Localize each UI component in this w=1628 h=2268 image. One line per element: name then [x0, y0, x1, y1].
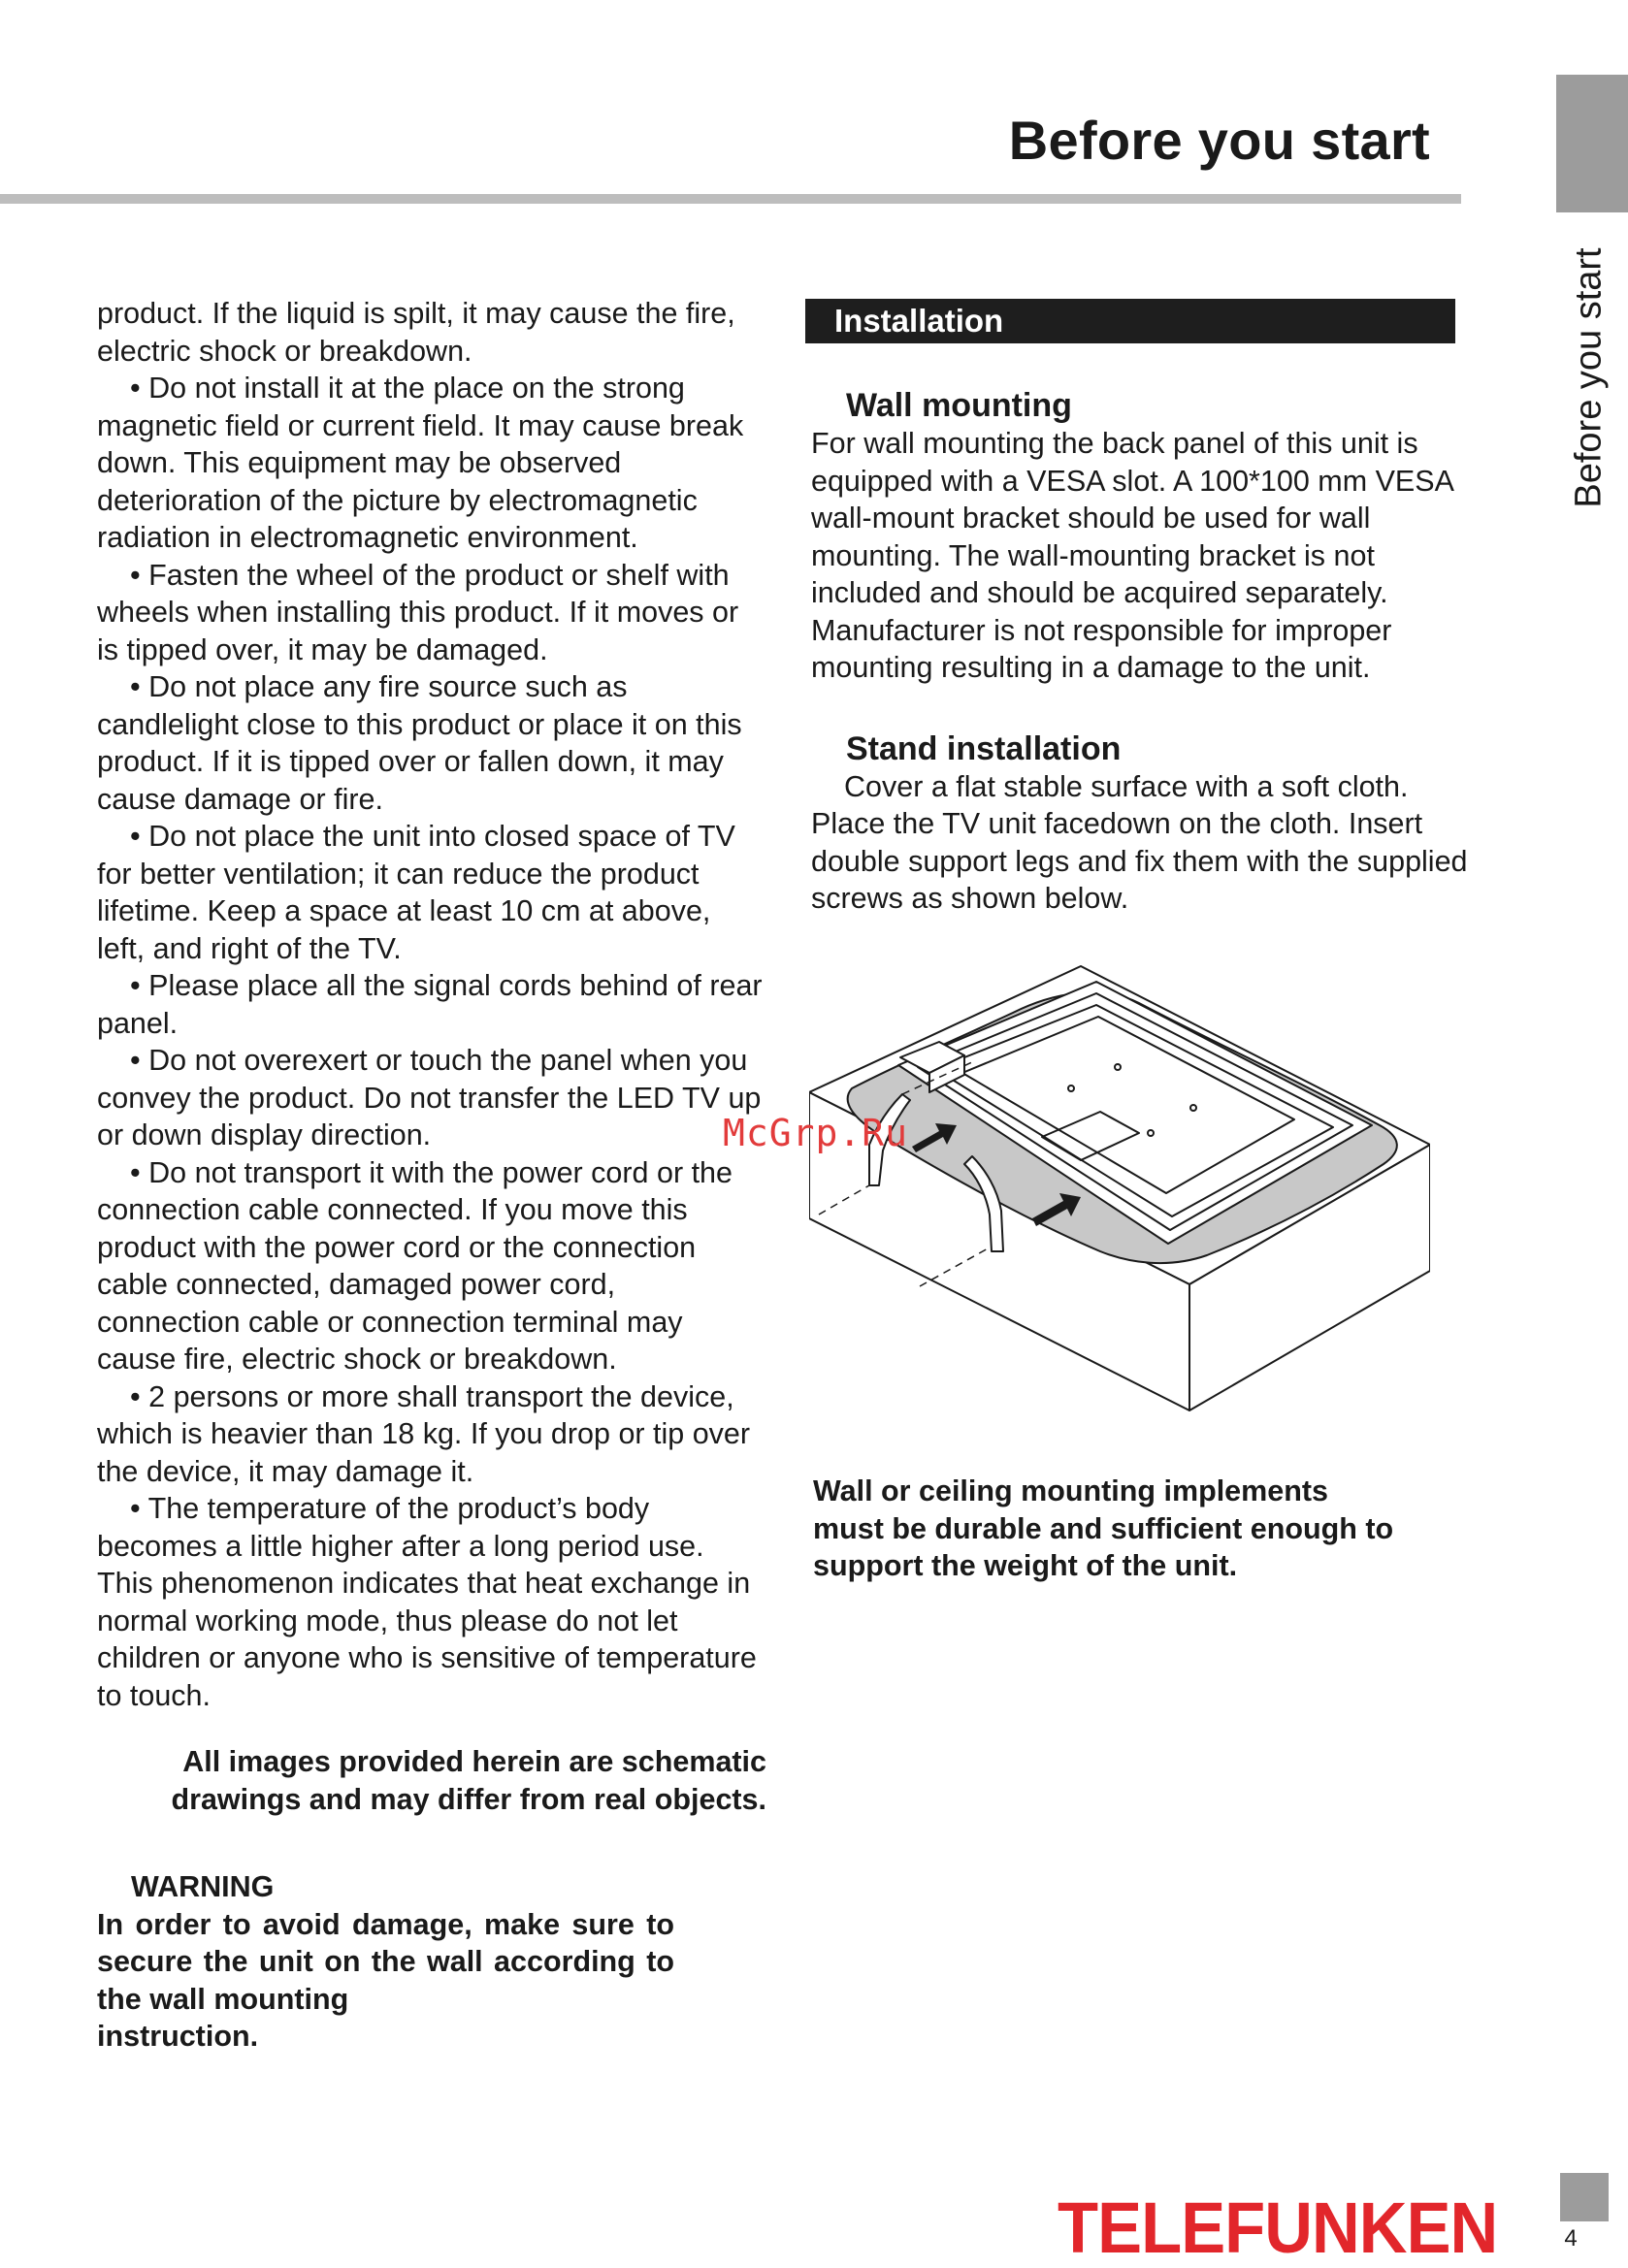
right-column	[811, 299, 1481, 918]
page-title: Before you start	[1008, 110, 1430, 171]
side-tab-label	[1541, 237, 1628, 518]
warning-body-last: instruction.	[97, 2020, 259, 2053]
schematic-note-line1: All images provided herein are schematic	[182, 1745, 766, 1778]
bullet-transport-cords: • Do not transport it with the power cord or the connection cable connected. If you move this product with the power cord or the connection cable connected, damaged power cord, connection cable or connection terminal may cause fire, electric shock or breakdown.	[97, 1155, 733, 1376]
bullet-signal-cords: • Please place all the signal cords behind of rear panel.	[97, 969, 763, 1040]
stand-installation-text: Cover a flat stable surface with a soft cloth. Place the TV unit facedown on the cloth. Insert double support legs and fix them with the supplied screws as shown below.	[811, 769, 1468, 915]
side-tab-marker	[1556, 75, 1628, 212]
intro-paragraph: product. If the liquid is spilt, it may cause the fire, electric shock or breakdown.	[97, 297, 735, 368]
mounting-note-line1: Wall or ceiling mounting implements	[813, 1474, 1328, 1507]
page-number-box	[1560, 2173, 1609, 2221]
page-number: 4	[1564, 2225, 1578, 2252]
side-tab-text: Before you start	[1568, 246, 1610, 508]
warning-body: In order to avoid damage, make sure to secure the unit on the wall according to the wall mounting	[97, 1907, 674, 2016]
mounting-note-line3: support the weight of the unit.	[813, 1549, 1238, 1582]
section-bar-installation: Installation	[805, 299, 1455, 343]
schematic-note-line2: drawings and may differ from real objects.	[171, 1782, 766, 1816]
warning-title: WARNING	[131, 1870, 275, 1903]
mounting-implements-note	[813, 1473, 1473, 1585]
bullet-wheels: • Fasten the wheel of the product or shelf with wheels when installing this product. If it moves or is tipped over, it may be damaged.	[97, 558, 739, 666]
bullet-ventilation: • Do not place the unit into closed space of TV for better ventilation; it can reduce the product lifetime. Keep a space at least 10 cm at above, left, and right of the TV.	[97, 820, 735, 965]
bullet-fire-source: • Do not place any fire source such as candlelight close to this product or place it on this product. If it is tipped over or fallen down, it may cause damage or fire.	[97, 670, 742, 816]
bullet-temperature: • The temperature of the product’s body becomes a little higher after a long period use. This phenomenon indicates that heat exchange in normal working mode, thus please do not let children or anyone who is sensitive of temperature to touch.	[97, 1492, 757, 1712]
mounting-note-line2: must be durable and sufficient enough to	[813, 1511, 1394, 1545]
wall-mounting-text: For wall mounting the back panel of this unit is equipped with a VESA slot. A 100*100 mm VESA wall-mount bracket should be used for wall mounting. The wall-mounting bracket is not included and should be acquired separately. Manufacturer is not responsible for improper mounting resulting in a damage to the unit.	[811, 427, 1453, 684]
bullet-panel-touch: • Do not overexert or touch the panel when you convey the product. Do not transfer the LED TV up or down display direction.	[97, 1044, 762, 1151]
bullet-magnetic-field: • Do not install it at the place on the strong magnetic field or current field. It may cause break down. This equipment may be observed deterioration of the picture by electromagnetic radiation in electromagnetic environment.	[97, 372, 744, 554]
header-rule	[0, 194, 1461, 204]
wall-mounting-heading: Wall mounting	[846, 387, 1072, 424]
left-column	[97, 295, 766, 2056]
stand-installation-diagram	[809, 960, 1430, 1416]
watermark-text: McGrp.Ru	[723, 1112, 909, 1154]
bullet-two-persons: • 2 persons or more shall transport the device, which is heavier than 18 kg. If you drop or tip over the device, it may damage it.	[97, 1379, 751, 1488]
stand-installation-heading: Stand installation	[846, 729, 1122, 767]
telefunken-logo: TELEFUNKEN	[1058, 2187, 1498, 2268]
